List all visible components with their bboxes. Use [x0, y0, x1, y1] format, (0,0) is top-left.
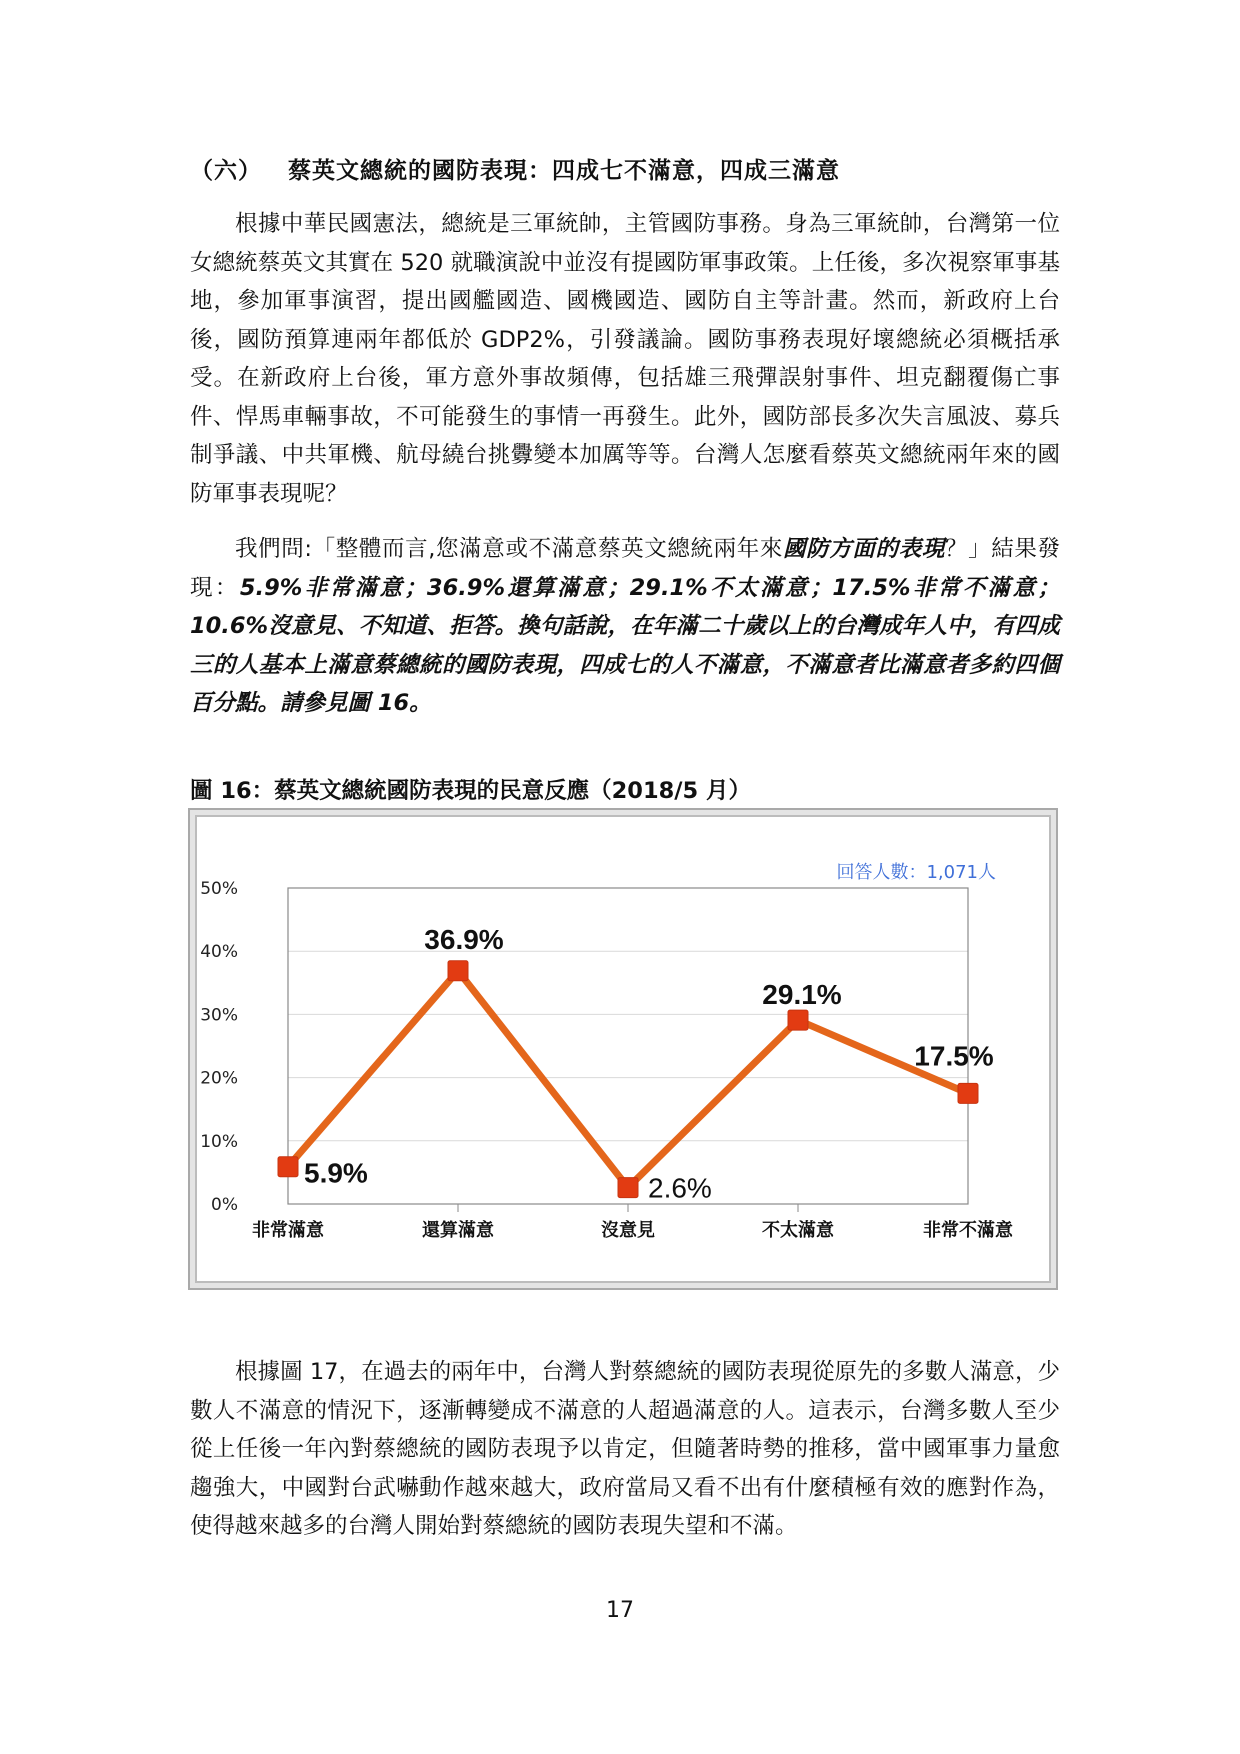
paragraph-intro: 根據中華民國憲法，總統是三軍統帥，主管國防事務。身為三軍統帥，台灣第一位女總統蔡英文其實在 520 就職演說中並沒有提國防軍事政策。上任後，多次視察軍事基地，參加軍事演習，提出國艦國造、國機國造、國防自主等計畫。然而，新政府上台後，國防預算連兩年都低於 GDP2%，引發議論。國防事務表現好壞總統必須概括承受。在新政府上台後，軍方意外事故頻傳，包括雄三飛彈誤射事件、坦克翻覆傷亡事件、悍馬車輛事故，不可能發生的事情一再發生。此外，國防部長多次失言風波、募兵制爭議、中共軍機、航母繞台挑釁變本加厲等等。台灣人怎麼看蔡英文總統兩年來的國防軍事表現呢？	[190, 211, 1060, 507]
data-point	[958, 1083, 978, 1103]
page-number: 17	[606, 1598, 634, 1623]
data-label: 29.1%	[762, 979, 842, 1011]
data-label: 17.5%	[914, 1040, 994, 1072]
data-point	[448, 961, 468, 981]
respondent-count-annotation: 回答人數：1,071人	[836, 862, 996, 883]
question-emphasis: 國防方面的表現	[783, 536, 945, 562]
y-tick-label: 50%	[200, 879, 238, 899]
results-emphasis: 5.9%非常滿意；36.9%還算滿意；29.1%不太滿意；17.5%非常不滿意；10.6%沒意見、不知道、拒答。換句話說，在年滿二十歲以上的台灣成年人中，有四成三的人基本上滿意蔡總統的國防表現，四成七的人不滿意，不滿意者比滿意者多約四個百分點。請參見圖 16。	[190, 574, 1060, 716]
data-point	[278, 1157, 298, 1177]
y-tick-label: 20%	[200, 1068, 238, 1089]
x-category-label: 沒意見	[601, 1220, 655, 1241]
section-number: （六）	[190, 157, 262, 184]
data-label: 5.9%	[304, 1157, 368, 1189]
figure-title: 圖 16：蔡英文總統國防表現的民意反應（2018/5 月）	[190, 778, 751, 804]
x-category-label: 不太滿意	[762, 1220, 834, 1241]
y-tick-label: 0%	[211, 1195, 238, 1215]
paragraph-results	[190, 530, 1060, 723]
question-suffix: ？」結果發現：	[190, 536, 1060, 601]
x-category-label: 非常滿意	[252, 1220, 324, 1241]
x-category-label: 還算滿意	[422, 1220, 494, 1241]
line-chart	[190, 810, 1056, 1288]
section-heading	[190, 152, 840, 185]
data-label: 36.9%	[424, 923, 504, 955]
paragraph-trend: 根據圖 17，在過去的兩年中，台灣人對蔡總統的國防表現從原先的多數人滿意，少數人不滿意的情況下，逐漸轉變成不滿意的人超過滿意的人。這表示，台灣多數人至少從上任後一年內對蔡總統的國防表現予以肯定，但隨著時勢的推移，當中國軍事力量愈趨強大，中國對台武嚇動作越來越大，政府當局又看不出有什麼積極有效的應對作為，使得越來越多的台灣人開始對蔡總統的國防表現失望和不滿。	[190, 1359, 1060, 1539]
data-point	[788, 1010, 808, 1030]
section-title: 蔡英文總統的國防表現：四成七不滿意，四成三滿意	[288, 157, 840, 184]
data-point	[618, 1178, 638, 1198]
y-tick-label: 10%	[200, 1131, 238, 1152]
question-prefix: 我們問:「整體而言,您滿意或不滿意蔡英文總統兩年來	[235, 536, 784, 562]
y-tick-label: 30%	[200, 1005, 238, 1026]
data-label: 2.6%	[648, 1172, 712, 1204]
x-category-label: 非常不滿意	[923, 1220, 1013, 1241]
line-chart-frame	[188, 808, 1058, 1290]
series-line	[288, 971, 968, 1188]
y-tick-label: 40%	[200, 942, 238, 963]
